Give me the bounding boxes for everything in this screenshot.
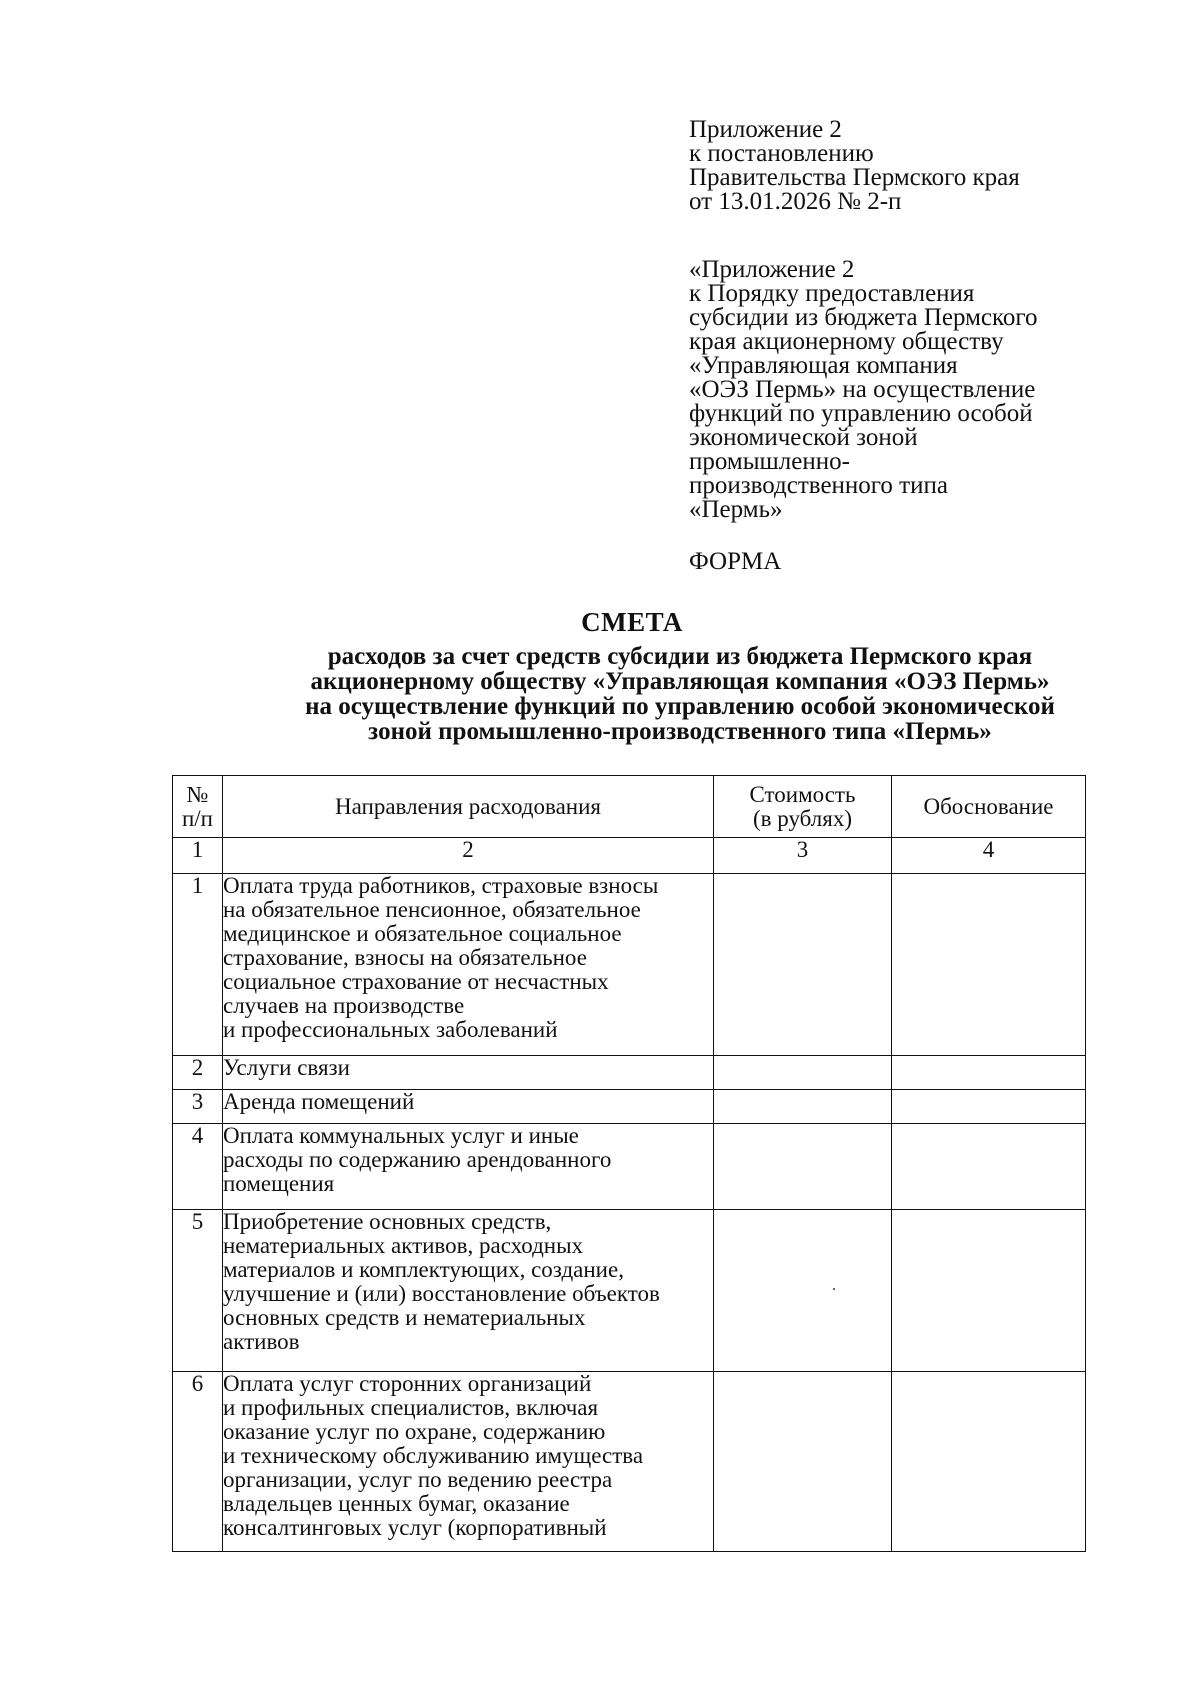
appendix-line: к постановлению — [689, 140, 874, 167]
header-cost — [714, 776, 892, 838]
order-appendix-line: экономической зоной — [689, 424, 918, 451]
row-text-line: активов — [223, 1329, 300, 1354]
row-text-line: улучшение и (или) восстановление объектов — [223, 1281, 660, 1306]
header-cost-line2: (в рублях) — [752, 805, 852, 831]
row-cost — [714, 1056, 892, 1090]
row-text-line: страхование, взносы на обязательное — [223, 945, 587, 970]
row-direction — [223, 874, 714, 1056]
row-text-line: Оплата труда работников, страховые взносы — [223, 873, 659, 898]
row-justification — [892, 1124, 1086, 1210]
row-text-line: организации, услуг по ведению реестра — [223, 1467, 613, 1492]
row-text-line: Приобретение основных средств, — [223, 1209, 552, 1234]
row-text-line: оказание услуг по охране, содержанию — [223, 1419, 606, 1444]
table-row — [173, 1210, 1086, 1372]
header-number-line2: п/п — [181, 805, 213, 831]
row-text-line: и профессиональных заболеваний — [223, 1017, 558, 1042]
row-text-line: нематериальных активов, расходных — [223, 1233, 584, 1258]
row-text-line: и техническому обслуживанию имущества — [223, 1443, 644, 1468]
appendix-line: Правительства Пермского края — [689, 164, 1020, 191]
row-justification — [892, 1090, 1086, 1124]
header-direction: Направления расходования — [223, 776, 714, 838]
row-direction — [223, 1372, 714, 1552]
row-text-line: владельцев ценных бумаг, оказание — [223, 1491, 570, 1516]
appendix-date-line: от 13.01.2026 № 2-п — [689, 188, 902, 215]
row-number: 4 — [173, 1124, 223, 1210]
row-text-line: на обязательное пенсионное, обязательное — [223, 897, 641, 922]
subtitle-line: зоной промышленно-производственного типа «Пермь» — [368, 718, 992, 745]
subtitle-line: расходов за счет средств субсидии из бюджета Пермского края — [327, 643, 1033, 670]
appendix-line: Приложение 2 — [689, 116, 842, 143]
order-appendix-header — [689, 258, 1109, 522]
row-number: 1 — [173, 874, 223, 1056]
row-number: 3 — [173, 1090, 223, 1124]
row-text-line: Оплата услуг сторонних организаций — [223, 1371, 592, 1396]
row-number: 2 — [173, 1056, 223, 1090]
row-text-line: основных средств и нематериальных — [223, 1305, 586, 1330]
row-text-line: социальное страхование от несчастных — [223, 969, 609, 994]
order-appendix-line: к Порядку предоставления — [689, 280, 975, 307]
row-justification — [892, 874, 1086, 1056]
order-appendix-line: субсидии из бюджета Пермского — [689, 304, 1038, 331]
row-direction — [223, 1124, 714, 1210]
column-number: 4 — [892, 838, 1086, 874]
subtitle-line: акционерному обществу «Управляющая компания «ОЭЗ Пермь» — [310, 668, 1050, 695]
table-row — [173, 1056, 1086, 1090]
order-appendix-line: производственного типа — [689, 472, 948, 499]
row-text-line: Аренда помещений — [223, 1089, 415, 1114]
order-appendix-line: «ОЭЗ Пермь» на осуществление — [689, 376, 1036, 403]
column-number: 3 — [714, 838, 892, 874]
order-appendix-line: края акционерному обществу — [689, 328, 1004, 355]
row-justification — [892, 1372, 1086, 1552]
row-direction — [223, 1090, 714, 1124]
table-row — [173, 1372, 1086, 1552]
table-row — [173, 1090, 1086, 1124]
order-appendix-line: «Приложение 2 — [689, 256, 855, 283]
table-header-row — [173, 776, 1086, 838]
row-number: 5 — [173, 1210, 223, 1372]
row-cost — [714, 1210, 892, 1372]
row-text-line: Услуги связи — [223, 1055, 350, 1080]
document-subtitle — [180, 644, 1180, 744]
row-text-line: материалов и комплектующих, создание, — [223, 1257, 624, 1282]
document-title: СМЕТА — [581, 607, 683, 637]
row-cost — [714, 1090, 892, 1124]
row-text-line: консалтинговых услуг (корпоративный — [223, 1515, 607, 1540]
column-number-row — [173, 838, 1086, 874]
form-label: ФОРМА — [689, 548, 782, 575]
header-justification: Обоснование — [892, 776, 1086, 838]
table-row — [173, 874, 1086, 1056]
column-number: 1 — [173, 838, 223, 874]
column-number: 2 — [223, 838, 714, 874]
table-row — [173, 1124, 1086, 1210]
row-cost — [714, 874, 892, 1056]
header-cost-line1: Стоимость — [749, 781, 856, 807]
subtitle-line: на осуществление функций по управлению особой экономической — [305, 693, 1055, 720]
row-direction — [223, 1210, 714, 1372]
order-appendix-line: промышленно- — [689, 448, 850, 475]
row-text-line: медицинское и обязательное социальное — [223, 921, 622, 946]
row-cost — [714, 1124, 892, 1210]
row-text-line: расходы по содержанию арендованного — [223, 1147, 612, 1172]
row-text-line: случаев на производстве — [223, 993, 465, 1018]
order-appendix-line: функций по управлению особой — [689, 400, 1033, 427]
row-cost — [714, 1372, 892, 1552]
row-justification — [892, 1056, 1086, 1090]
row-text-line: и профильных специалистов, включая — [223, 1395, 599, 1420]
row-justification — [892, 1210, 1086, 1372]
header-number-line1: № — [186, 781, 209, 807]
row-text-line: Оплата коммунальных услуг и иные — [223, 1123, 579, 1148]
row-text-line: помещения — [223, 1171, 335, 1196]
appendix-header — [689, 118, 1109, 214]
row-number: 6 — [173, 1372, 223, 1552]
estimate-table — [172, 775, 1086, 1552]
scan-speck — [833, 1288, 835, 1290]
order-appendix-line: «Управляющая компания — [689, 352, 958, 379]
header-number — [173, 776, 223, 838]
order-appendix-line: «Пермь» — [689, 496, 783, 523]
row-direction — [223, 1056, 714, 1090]
